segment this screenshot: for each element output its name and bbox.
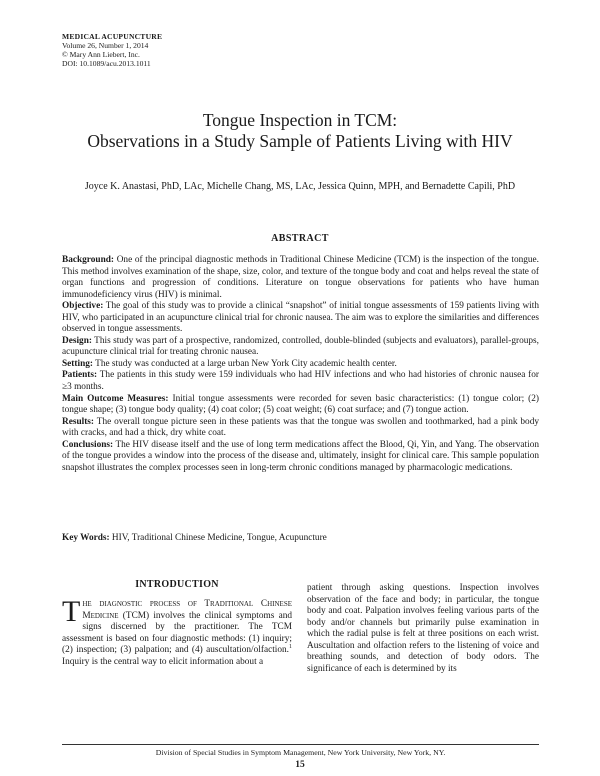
intro-text-end: Inquiry is the central way to elicit information about a — [62, 656, 264, 667]
abstract-design — [62, 336, 539, 359]
section-label: Background: — [62, 255, 115, 265]
section-label: Conclusions: — [62, 439, 114, 450]
abstract-background — [62, 255, 539, 301]
section-text: The patients in this study were 159 individuals who had HIV infections and who had histories of chronic nausea for ≥3 months. — [62, 370, 539, 393]
abstract-setting — [62, 359, 539, 371]
page-number: 15 — [295, 760, 305, 770]
intro-right-column — [307, 583, 539, 675]
section-text: Initial tongue assessments were recorded for seven basic characteristics: (1) tongue color; (2) tongue shape; (3) tongue body quality; (4) coat color; (5) coat weight; (6) coat surface; and (7) tongue action. — [62, 393, 540, 416]
abstract-heading: ABSTRACT — [271, 233, 329, 244]
journal-copyright: © Mary Ann Liebert, Inc. — [62, 50, 140, 59]
abstract-patients — [62, 370, 539, 393]
section-label: Results: — [62, 416, 95, 427]
section-text: One of the principal diagnostic methods in Traditional Chinese Medicine (TCM) is the inspection of the tongue. This method involves examination of the shape, size, color, and texture of the tongue body and coat and helps reveal the state of organ functions and progression of conditions. Literature on tongue observations for patients who have human immunodeficiency virus (HIV) is minimal. — [62, 255, 539, 300]
introduction-heading: INTRODUCTION — [135, 579, 219, 590]
abstract-results — [62, 417, 539, 440]
affiliation-note: Division of Special Studies in Symptom Management, New York University, New York, NY. — [155, 748, 446, 757]
abstract-conclusions — [62, 440, 539, 475]
section-label: Main Outcome Measures: — [62, 393, 169, 404]
journal-name: MEDICAL ACUPUNCTURE — [62, 32, 163, 41]
drop-cap: T — [62, 595, 81, 628]
abstract-objective — [62, 301, 539, 336]
section-label: Design: — [62, 335, 92, 346]
section-text: The goal of this study was to provide a clinical “snapshot” of initial tongue assessments of 159 patients living with HIV, who participated in an acupuncture clinical trial for chronic nausea. The aim was to explore the similarities and differences observed in tongue assessments. — [62, 301, 539, 335]
abstract-outcome-measures — [62, 394, 539, 417]
journal-volume: Volume 26, Number 1, 2014 — [62, 41, 149, 50]
intro-left-column — [62, 595, 292, 668]
section-text: This study was part of a prospective, randomized, controlled, double-blinded (subjects and evaluators), parallel-groups, acupuncture clinical trial for treating chronic nausea. — [62, 335, 539, 358]
keywords-text: HIV, Traditional Chinese Medicine, Tongue, Acupuncture — [109, 533, 327, 543]
smallcaps-lead: he diagnostic process of Traditional Chinese Medicine — [82, 599, 292, 621]
section-label: Setting: — [62, 358, 93, 369]
footnote-ref[interactable]: 1 — [289, 643, 292, 650]
abstract-body — [62, 255, 539, 474]
article-title — [40, 110, 560, 152]
keywords — [62, 533, 327, 543]
section-label: Objective: — [62, 301, 104, 312]
intro-right-text: patient through asking questions. Inspection involves observation of the face and body; in particular, the tongue body and coat. Palpation involves feeling various parts of the body and/or channels but primarily pulse examination in which the radial pulse is felt at three positions on each wrist. Auscultation and olfaction refers to the listening of voice and breathing sounds, and detection of body odors. The significance of each is determined by its — [307, 583, 539, 674]
footer-rule — [62, 744, 539, 745]
section-label: Patients: — [62, 370, 98, 381]
title-line-1: Tongue Inspection in TCM: — [202, 110, 398, 130]
keywords-label: Key Words: — [62, 533, 110, 543]
section-text: The HIV disease itself and the use of long term medications affect the Blood, Qi, Yin, and Yang. The observation of the tongue provides a window into the process of the disease and, ultimately, insight for clinical care. This sample population snapshot illustrates the complex processes seen in long-term chronic conditions managed by pharmacologic medications. — [62, 439, 539, 473]
journal-header — [62, 32, 162, 68]
journal-doi: DOI: 10.1089/acu.2013.1011 — [62, 59, 151, 68]
title-line-2: Observations in a Study Sample of Patients Living with HIV — [87, 131, 513, 151]
author-list: Joyce K. Anastasi, PhD, LAc, Michelle Chang, MS, LAc, Jessica Quinn, MPH, and Bernadette Capili, PhD — [84, 181, 516, 192]
intro-text: (TCM) involves the clinical symptoms and signs discerned by the practitioner. The TCM assessment is based on four diagnostic methods: (1) inquiry; (2) inspection; (3) palpation; and (4) auscultation/olfaction. — [62, 610, 292, 655]
section-text: The study was conducted at a large urban New York City academic health center. — [93, 358, 397, 369]
section-text: The overall tongue picture seen in these patients was that the tongue was swollen and toothmarked, had a pink body with cracks, and had a thick, dry white coat. — [62, 416, 539, 439]
intro-paragraph — [62, 595, 292, 668]
